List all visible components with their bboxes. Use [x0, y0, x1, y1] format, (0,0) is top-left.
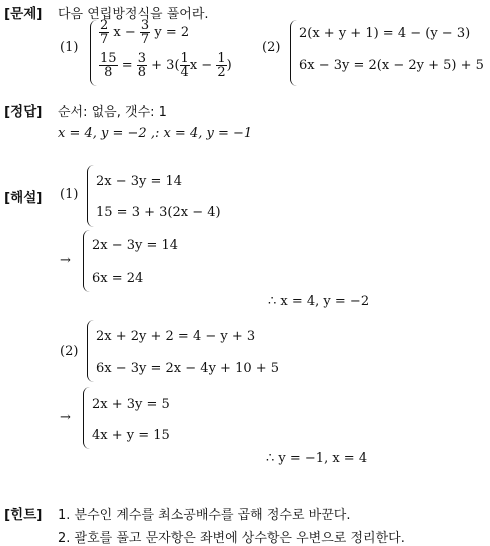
left-brace-icon — [290, 20, 297, 86]
problem-instruction: 다음 연립방정식을 풀어라. — [58, 7, 209, 22]
solution-1-equation-3: 2x − 3y = 14 — [92, 238, 179, 253]
left-brace-icon — [83, 387, 90, 449]
solution-1-label: (1) — [60, 187, 79, 202]
solution-2-equation-4: 4x + y = 15 — [92, 428, 170, 443]
solution-2-equation-1: 2x + 2y + 2 = 4 − y + 3 — [96, 329, 256, 344]
left-brace-icon — [83, 230, 90, 292]
solution-2-result: ∴ y = −1, x = 4 — [266, 451, 368, 466]
arrow-icon: → — [60, 410, 71, 425]
solution-1-equation-4: 6x = 24 — [92, 271, 144, 286]
hint-tag: [힌트] — [4, 507, 43, 523]
solution-tag: [해설] — [4, 190, 43, 206]
problem-tag: [문제] — [4, 6, 43, 22]
answer-meta: 순서: 없음, 갯수: 1 — [58, 105, 167, 120]
solution-1-result: ∴ x = 4, y = −2 — [268, 294, 370, 309]
problem-2-equation-2: 6x − 3y = 2(x − 2y + 5) + 5 — [299, 58, 484, 73]
hint-line-1: 1. 분수인 계수를 최소공배수를 곱해 정수로 바꾼다. — [58, 508, 351, 523]
solution-1-equation-2: 15 = 3 + 3(2x − 4) — [96, 205, 221, 220]
solution-2-equation-2: 6x − 3y = 2x − 4y + 10 + 5 — [96, 361, 280, 376]
answer-values: x = 4, y = −2 ,: x = 4, y = −1 — [58, 126, 253, 141]
left-brace-icon — [87, 165, 94, 227]
left-brace-icon — [87, 320, 94, 382]
solution-1-equation-1: 2x − 3y = 14 — [96, 174, 183, 189]
solution-2-label: (2) — [60, 344, 79, 359]
arrow-icon: → — [60, 253, 71, 268]
problem-2-equation-1: 2(x + y + 1) = 4 − (y − 3) — [299, 26, 471, 41]
problem-1-label: (1) — [60, 40, 79, 55]
hint-line-2: 2. 괄호를 풀고 문자항은 좌변에 상수항은 우변으로 정리한다. — [58, 531, 405, 546]
solution-2-equation-3: 2x + 3y = 5 — [92, 397, 170, 412]
answer-tag: [정답] — [4, 104, 43, 120]
problem-2-label: (2) — [262, 40, 281, 55]
problem-1-equation-2: $\frac{15}{8}$ = $\frac{3}{8}$ + 3( $\frac{1}{4}$ x − $\frac{1}{2}$ ) — [100, 51, 232, 80]
left-brace-icon — [90, 20, 97, 86]
problem-1-equation-1: $\frac{2}{7}$ x − $\frac{3}{7}$ y = 2 — [100, 18, 190, 47]
